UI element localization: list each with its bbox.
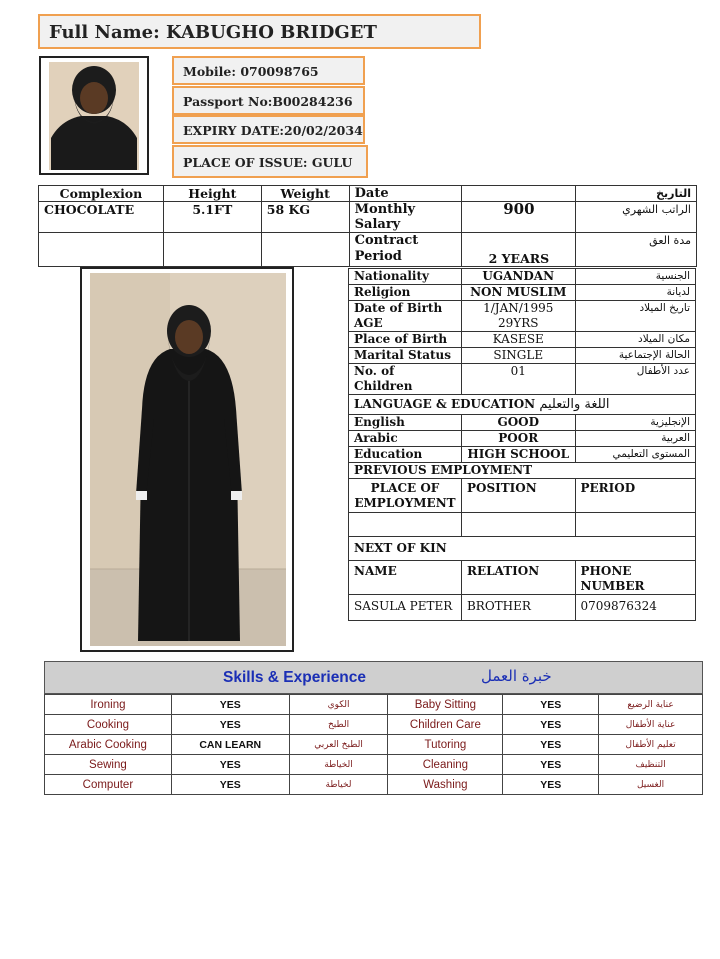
skill-name: Arabic Cooking bbox=[45, 735, 172, 755]
skills-table bbox=[44, 694, 703, 795]
nationality-value: UGANDAN bbox=[461, 269, 575, 285]
full-name-box bbox=[38, 14, 481, 49]
empty-cell bbox=[39, 233, 164, 267]
lang-edu-label: LANGUAGE & EDUCATION bbox=[354, 397, 536, 411]
education-label: Education bbox=[349, 447, 462, 463]
skill-name: Baby Sitting bbox=[388, 695, 503, 715]
nationality-label: Nationality bbox=[349, 269, 462, 285]
empty-cell bbox=[261, 233, 349, 267]
kin-phone-header: PHONE NUMBER bbox=[575, 561, 696, 595]
skill-name-ar: الطبخ العربي bbox=[289, 735, 388, 755]
skill-value: YES bbox=[503, 735, 599, 755]
english-value: GOOD bbox=[461, 415, 575, 431]
skill-name: Children Care bbox=[388, 715, 503, 735]
marital-value: SINGLE bbox=[461, 348, 575, 364]
place-employment-header: PLACE OF EMPLOYMENT bbox=[349, 479, 462, 513]
full-name-value: KABUGHO BRIDGET bbox=[166, 22, 377, 43]
skill-name-ar: الكوي bbox=[289, 695, 388, 715]
salary-label-ar: الراتب الشهري bbox=[576, 202, 697, 233]
education-value: HIGH SCHOOL bbox=[461, 447, 575, 463]
skill-value: YES bbox=[503, 775, 599, 795]
full-body-photo-image bbox=[82, 269, 292, 650]
skill-name-ar: لخياطة bbox=[289, 775, 388, 795]
pob-label: Place of Birth bbox=[349, 332, 462, 348]
weight-header: Weight bbox=[261, 186, 349, 202]
portrait-photo-image bbox=[41, 58, 147, 173]
religion-label: Religion bbox=[349, 285, 462, 301]
skill-value: YES bbox=[503, 695, 599, 715]
skill-name: Tutoring bbox=[388, 735, 503, 755]
kin-relation-value: BROTHER bbox=[461, 595, 575, 621]
skill-value: YES bbox=[171, 775, 289, 795]
skill-value: YES bbox=[171, 755, 289, 775]
children-value: 01 bbox=[461, 364, 575, 395]
age-label: AGE bbox=[354, 316, 383, 330]
dob-age-label bbox=[349, 301, 462, 332]
kin-name-header: NAME bbox=[349, 561, 462, 595]
lang-edu-label-ar: اللغة والتعليم bbox=[539, 397, 610, 412]
religion-value: NON MUSLIM bbox=[461, 285, 575, 301]
skill-name-ar: عناية الأطفال bbox=[599, 715, 703, 735]
skills-row bbox=[45, 775, 703, 795]
arabic-label: Arabic bbox=[349, 431, 462, 447]
mobile-box: Mobile: 070098765 bbox=[172, 56, 365, 85]
skills-header bbox=[44, 661, 703, 694]
skill-name: Cooking bbox=[45, 715, 172, 735]
education-label-ar: المستوى التعليمي bbox=[575, 447, 696, 463]
complexion-value: CHOCOLATE bbox=[39, 202, 164, 233]
kin-relation-header: RELATION bbox=[461, 561, 575, 595]
complexion-header: Complexion bbox=[39, 186, 164, 202]
skills-row bbox=[45, 695, 703, 715]
nationality-label-ar: الجنسية bbox=[575, 269, 696, 285]
personal-info-table bbox=[348, 268, 696, 621]
skill-value: YES bbox=[171, 695, 289, 715]
passport-box: Passport No:B00284236 bbox=[172, 86, 365, 115]
dob-value: 1/JAN/1995 bbox=[483, 301, 554, 315]
pob-label-ar: مكان الميلاد bbox=[575, 332, 696, 348]
children-label-ar: عدد الأطفال bbox=[575, 364, 696, 395]
skill-name-ar: تعليم الأطفال bbox=[599, 735, 703, 755]
date-label: Date bbox=[349, 186, 462, 202]
skill-name-ar: الطبخ bbox=[289, 715, 388, 735]
contract-label-ar: مدة العق bbox=[576, 233, 697, 267]
period-header: PERIOD bbox=[575, 479, 696, 513]
dob-age-value bbox=[461, 301, 575, 332]
expiry-box: EXPIRY DATE:20/02/2034 bbox=[172, 115, 365, 144]
empty-cell bbox=[575, 513, 696, 537]
arabic-value: POOR bbox=[461, 431, 575, 447]
weight-value: 58 KG bbox=[261, 202, 349, 233]
skill-value: YES bbox=[503, 755, 599, 775]
skill-value: YES bbox=[503, 715, 599, 735]
salary-value: 900 bbox=[462, 202, 576, 233]
empty-cell bbox=[461, 513, 575, 537]
full-body-photo bbox=[80, 267, 294, 652]
skills-row bbox=[45, 715, 703, 735]
salary-label: Monthly Salary bbox=[349, 202, 462, 233]
skills-row bbox=[45, 735, 703, 755]
skills-table-body bbox=[45, 695, 703, 795]
portrait-photo bbox=[39, 56, 149, 175]
next-of-kin-heading: NEXT OF KIN bbox=[349, 537, 696, 561]
skills-row bbox=[45, 755, 703, 775]
skill-name-ar: عناية الرضيع bbox=[599, 695, 703, 715]
height-value: 5.1FT bbox=[163, 202, 261, 233]
marital-label: Marital Status bbox=[349, 348, 462, 364]
children-label: No. of Children bbox=[349, 364, 462, 395]
skill-value: CAN LEARN bbox=[171, 735, 289, 755]
dob-label-ar: تاريخ الميلاد bbox=[575, 301, 696, 332]
basic-info-table bbox=[38, 185, 697, 267]
kin-name-value: SASULA PETER bbox=[349, 595, 462, 621]
skills-title: Skills & Experience bbox=[223, 669, 367, 686]
skill-name: Sewing bbox=[45, 755, 172, 775]
marital-label-ar: الحالة الإجتماعية bbox=[575, 348, 696, 364]
kin-phone-value: 0709876324 bbox=[575, 595, 696, 621]
lang-edu-section bbox=[349, 395, 696, 415]
skill-name-ar: التنظيف bbox=[599, 755, 703, 775]
full-name-label: Full Name: bbox=[49, 22, 160, 43]
skill-value: YES bbox=[171, 715, 289, 735]
skill-name: Computer bbox=[45, 775, 172, 795]
height-header: Height bbox=[163, 186, 261, 202]
empty-cell bbox=[163, 233, 261, 267]
english-label: English bbox=[349, 415, 462, 431]
position-header: POSITION bbox=[461, 479, 575, 513]
pob-value: KASESE bbox=[461, 332, 575, 348]
skill-name-ar: الخياطة bbox=[289, 755, 388, 775]
skills-title-ar: خبرة العمل bbox=[481, 667, 552, 685]
contract-value: 2 YEARS bbox=[462, 233, 576, 267]
skill-name-ar: الغسيل bbox=[599, 775, 703, 795]
religion-label-ar: لديانة bbox=[575, 285, 696, 301]
empty-cell bbox=[349, 513, 462, 537]
skill-name: Washing bbox=[388, 775, 503, 795]
date-label-ar: التاريخ bbox=[576, 186, 697, 202]
dob-label: Date of Birth bbox=[354, 301, 443, 315]
place-of-issue-box: PLACE OF ISSUE: GULU bbox=[172, 145, 368, 178]
arabic-label-ar: العربية bbox=[575, 431, 696, 447]
skill-name: Ironing bbox=[45, 695, 172, 715]
contract-label: Contract Period bbox=[349, 233, 462, 267]
english-label-ar: الإنجليزية bbox=[575, 415, 696, 431]
skill-name: Cleaning bbox=[388, 755, 503, 775]
age-value: 29YRS bbox=[498, 316, 539, 330]
prev-employment-heading: PREVIOUS EMPLOYMENT bbox=[349, 463, 696, 479]
